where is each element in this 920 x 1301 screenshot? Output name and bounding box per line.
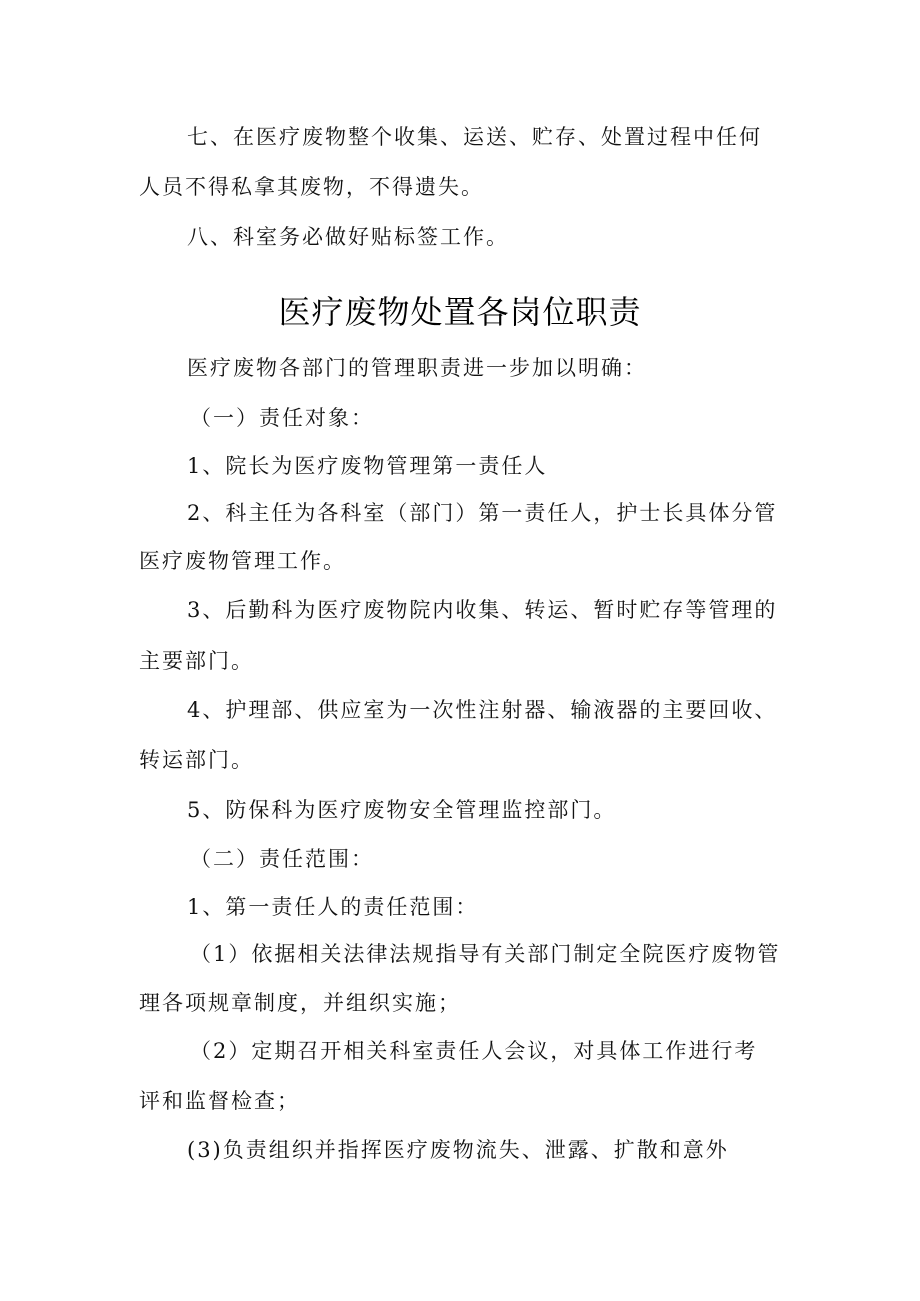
- list-item-continuation: 医疗废物管理工作。: [139, 549, 346, 573]
- subheading: （一）责任对象：: [190, 406, 374, 430]
- list-item-continuation: 主要部门。: [139, 649, 254, 673]
- list-item-continuation: 转运部门。: [139, 748, 254, 772]
- list-item-continuation: 理各项规章制度，并组织实施；: [139, 991, 461, 1015]
- paragraph-line: 七、在医疗废物整个收集、运送、贮存、处置过程中任何: [187, 125, 762, 149]
- list-item: （1）依据相关法律法规指导有关部门制定全院医疗废物管: [190, 942, 781, 966]
- list-item: 5、防保科为医疗废物安全管理监控部门。: [187, 798, 617, 822]
- list-item: 2、科主任为各科室（部门）第一责任人，护士长具体分管: [187, 501, 778, 525]
- list-item-continuation: 评和监督检查；: [139, 1089, 300, 1113]
- list-item: （2）定期召开相关科室责任人会议，对具体工作进行考: [190, 1039, 758, 1063]
- paragraph-line: 八、科室务必做好贴标签工作。: [187, 225, 509, 249]
- list-item: 4、护理部、供应室为一次性注射器、输液器的主要回收、: [187, 698, 778, 722]
- list-item: 1、第一责任人的责任范围：: [187, 895, 479, 919]
- paragraph-line: 人员不得私拿其废物，不得遗失。: [139, 175, 484, 199]
- list-item: (3)负责组织并指挥医疗废物流失、泄露、扩散和意外: [187, 1138, 729, 1162]
- list-item: 1、院长为医疗废物管理第一责任人: [187, 454, 548, 478]
- paragraph-line: 医疗废物各部门的管理职责进一步加以明确：: [187, 356, 647, 380]
- list-item: 3、后勤科为医疗废物院内收集、转运、暂时贮存等管理的: [187, 598, 778, 622]
- subheading: （二）责任范围：: [190, 847, 374, 871]
- section-title: 医疗废物处置各岗位职责: [278, 293, 642, 331]
